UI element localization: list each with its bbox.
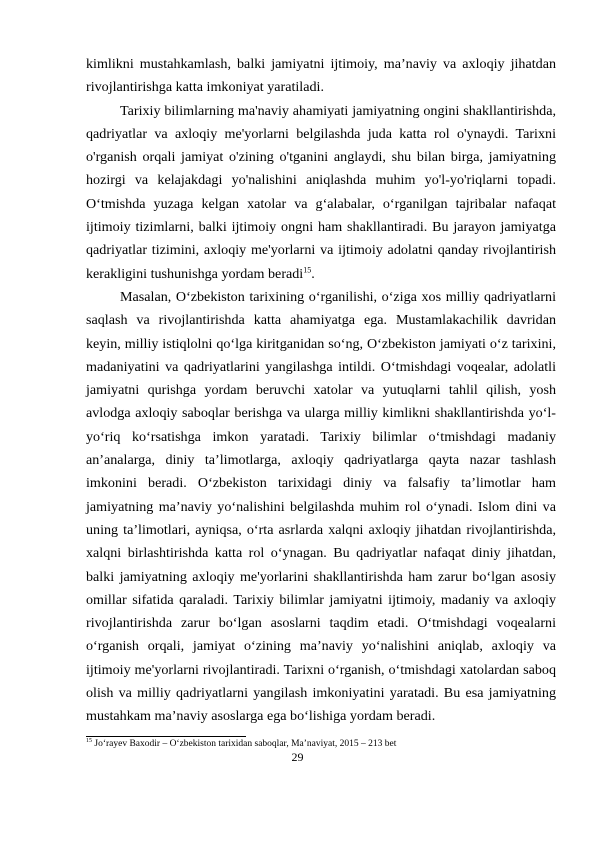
- footnote-reference[interactable]: 15: [303, 264, 312, 274]
- paragraph-3-text: Masalan, O‘zbekiston tarixining o‘rganilishi, o‘ziga xos milliy qadriyatlarni saqlash va rivojlantirishda katta ahamiyatga ega. Mustamlakachilik davridan keyin, milliy istiqlolni qo‘lga kiritganidan so‘ng, O‘zbekiston jamiyati o‘z tarixini, madaniyatini va qadriyatlarini yangilashga intildi. O‘tmishdagi voqealar, adolatli jamiyatni qurishga yordam beruvchi xatolar va yutuqlarni tahlil qilish, yosh avlodga axloqiy saboqlar berishga va ularga milliy kimlikni shakllantirishda yo‘l-yo‘riq ko‘rsatishga imkon yaratadi. Tarixiy bilimlar o‘tmishdagi madaniy an’analarga, diniy ta’limotlarga, axloqiy qadriyatlarga qayta nazar tashlash imkonini beradi. O‘zbekiston tarixidagi diniy va falsafiy ta’limotlar ham jamiyatning ma’naviy yo‘nalishini belgilashda muhim rol o‘ynadi. Islom dini va uning ta’limotlari, ayniqsa, o‘rta asrlarda xalqni axloqiy jihatdan rivojlantirishda, xalqni birlashtirishda katta rol o‘ynagan. Bu qadriyatlar nafaqat diniy jihatdan, balki jamiyatning axloqiy me'yorlarini shakllantirishda ham zarur bo‘lgan asosiy omillar sifatida qaraladi. Tarixiy bilimlar jamiyatni ijtimoiy, madaniy va axloqiy rivojlantirishda zarur bo‘lgan asoslarni taqdim etadi. O‘tmishdagi voqealarni o‘rganish orqali, jamiyat o‘zining ma’naviy yo‘nalishini aniqlab, axloqiy va ijtimoiy me'yorlarni rivojlantiradi. Tarixni o‘rganish, o‘tmishdagi xatolardan saboq olish va milliy qadriyatlarni yangilash imkoniyatini yaratadi. Bu esa jamiyatning mustahkam ma’naviy asoslarga ega bo‘lishiga yordam beradi.: [86, 288, 556, 725]
- footnote-text: Jo‘rayev Baxodir – O‘zbekiston tarixidan saboqlar, Ma’naviyat, 2015 – 213 bet: [94, 739, 397, 749]
- paragraph-2-end: .: [311, 265, 315, 282]
- footnote-number: 15: [86, 737, 92, 744]
- paragraph-1: [86, 53, 556, 100]
- document-body: [86, 53, 556, 729]
- paragraph-1-text: kimlikni mustahkamlash, balki jamiyatni ijtimoiy, ma’naviy va axloqiy jihatdan rivojlantirishga katta imkoniyat yaratiladi.: [86, 56, 556, 96]
- footnote: [86, 739, 556, 750]
- paragraph-2-text: Tarixiy bilimlarning ma'naviy ahamiyati jamiyatning ongini shakllantirishda, qadriyatlar va axloqiy me'yorlarni belgilashda juda katta rol o'ynaydi. Tarixni o'rganish orqali jamiyat o'zining o'tganini anglaydi, shu bilan birga, jamiyatning hozirgi va kelajakdagi yo'nalishini aniqlashda muhim yo'l-yo'riqlarni topadi. O‘tmishda yuzaga kelgan xatolar va g‘alabalar, o‘rganilgan tajribalar nafaqat ijtimoiy tizimlarni, balki ijtimoiy ongni ham shakllantiradi. Bu jarayon jamiyatga qadriyatlar tizimini, axloqiy me'yorlarni va ijtimoiy adolatni qanday rivojlantirish kerakligini tushunishga yordam beradi: [86, 102, 556, 282]
- page-number: 29: [291, 750, 304, 764]
- paragraph-3: [86, 286, 556, 729]
- footnote-separator: [86, 736, 246, 737]
- paragraph-2: [86, 100, 556, 286]
